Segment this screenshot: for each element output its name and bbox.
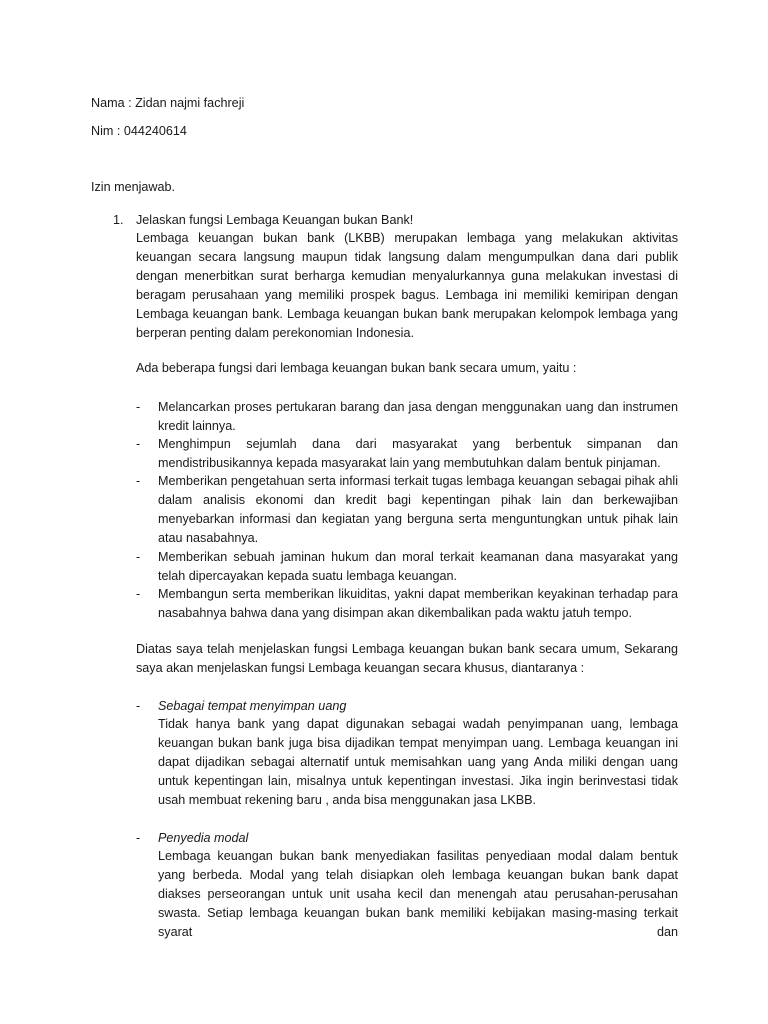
list-bullet: - (136, 587, 141, 601)
list-item: Melancarkan proses pertukaran barang dan jasa dengan menggunakan uang dan instrumen kredit lainnya. (158, 400, 678, 433)
specific-function-title: Penyedia modal (158, 831, 249, 845)
list-bullet: - (136, 400, 141, 414)
student-nim: Nim : 044240614 (91, 124, 187, 138)
general-functions-intro: Ada beberapa fungsi dari lembaga keuangan bukan bank secara umum, yaitu : (136, 361, 577, 375)
specific-function-text: Lembaga keuangan bukan bank menyediakan fasilitas penyediaan modal dalam bentuk yang berbeda. Modal yang telah disiapkan oleh lembaga keuangan bukan bank dapat diakses perseorangan untuk unit usaha kecil dan menengah atau perusahan-perusahan swasta. Setiap lembaga keuangan bukan bank memiliki kebijakan masing-masing terkait syarat dan (158, 849, 678, 939)
question-title: Jelaskan fungsi Lembaga Keuangan bukan Bank! (136, 213, 414, 227)
list-bullet: - (136, 699, 141, 713)
list-item: Menghimpun sejumlah dana dari masyarakat yang berbentuk simpanan dan mendistribusikannya kepada masyarakat lain yang membutuhkan dalam bentuk pinjaman. (158, 437, 678, 470)
question-number: 1. (113, 213, 124, 227)
specific-function-text: Tidak hanya bank yang dapat digunakan sebagai wadah penyimpanan uang, lembaga keuangan bukan bank juga bisa dijadikan tempat menyimpan uang. Lembaga keuangan ini dapat dijadikan sebagai alternatif untuk memisahkan uang yang Anda miliki dengan uang untuk kepentingan lain, misalnya untuk kepentingan investasi. Jika ingin berinvestasi tidak usah membuat rekening baru , anda bisa menggunakan jasa LKBB. (158, 717, 678, 807)
specific-functions-intro: Diatas saya telah menjelaskan fungsi Lembaga keuangan bukan bank secara umum, Sekarang saya akan menjelaskan fungsi Lembaga keuangan secara khusus, diantaranya : (136, 642, 678, 675)
list-bullet: - (136, 474, 141, 488)
list-item: Membangun serta memberikan likuiditas, yakni dapat memberikan keyakinan terhadap para nasabahnya bahwa dana yang disimpan akan dikembalikan pada waktu jatuh tempo. (158, 587, 678, 620)
list-bullet: - (136, 437, 141, 451)
specific-function-title: Sebagai tempat menyimpan uang (158, 699, 347, 713)
list-item: Memberikan sebuah jaminan hukum dan moral terkait keamanan dana masyarakat yang telah dipercayakan kepada suatu lembaga keuangan. (158, 550, 678, 583)
list-bullet: - (136, 550, 141, 564)
list-bullet: - (136, 831, 141, 845)
list-item: Memberikan pengetahuan serta informasi terkait tugas lembaga keuangan sebagai pihak ahli dalam analisis ekonomi dan kredit bagi kepentingan pihak lain dan berkewajiban menyebarkan informasi dan kegiatan yang berguna serta menguntungkan untuk pihak lain atau nasabahnya. (158, 474, 678, 545)
intro-text: Izin menjawab. (91, 180, 175, 194)
answer-paragraph: Lembaga keuangan bukan bank (LKBB) merupakan lembaga yang melakukan aktivitas keuangan secara langsung maupun tidak langsung dalam mengumpulkan dana dari publik dengan menerbitkan surat berharga kemudian menyalurkannya guna melakukan investasi di beragam perusahaan yang memiliki prospek bagus. Lembaga ini memiliki kemiripan dengan Lembaga keuangan bank. Lembaga keuangan bukan bank merupakan kelompok lembaga yang berperan penting dalam perekonomian Indonesia. (136, 231, 678, 340)
student-name: Nama : Zidan najmi fachreji (91, 96, 245, 110)
